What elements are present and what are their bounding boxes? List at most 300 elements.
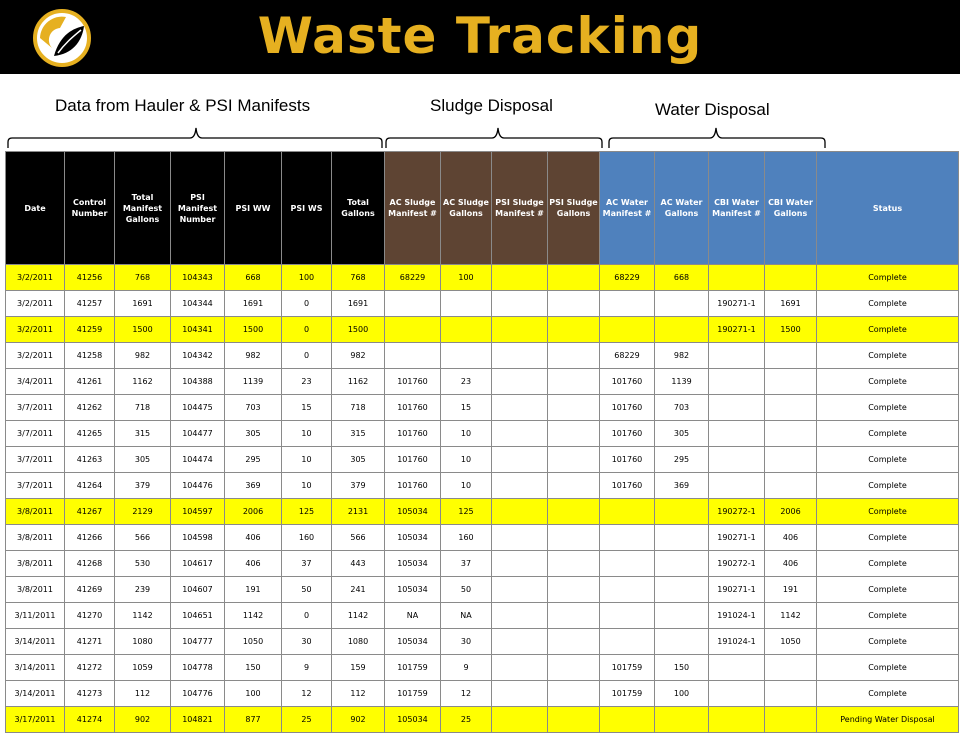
table-cell: 104651 bbox=[171, 603, 225, 629]
table-cell: 10 bbox=[282, 447, 332, 473]
table-cell: 50 bbox=[282, 577, 332, 603]
table-cell: 1500 bbox=[332, 317, 385, 343]
table-cell: 295 bbox=[655, 447, 709, 473]
table-cell: 718 bbox=[115, 395, 171, 421]
table-row bbox=[6, 655, 959, 681]
table-cell: 12 bbox=[441, 681, 492, 707]
table-cell: 15 bbox=[441, 395, 492, 421]
table-cell bbox=[548, 499, 600, 525]
table-cell: 877 bbox=[225, 707, 282, 733]
table-cell: 566 bbox=[332, 525, 385, 551]
table-cell: 768 bbox=[332, 265, 385, 291]
table-cell: 41271 bbox=[65, 629, 115, 655]
water-bracket bbox=[609, 128, 825, 148]
table-cell: 3/7/2011 bbox=[6, 421, 65, 447]
table-cell: 3/4/2011 bbox=[6, 369, 65, 395]
column-header: CBI Water Manifest # bbox=[709, 152, 765, 265]
table-cell: 668 bbox=[655, 265, 709, 291]
sludge-bracket bbox=[386, 128, 602, 148]
table-cell: 902 bbox=[115, 707, 171, 733]
table-cell bbox=[765, 655, 817, 681]
table-cell: 125 bbox=[441, 499, 492, 525]
table-cell: Complete bbox=[817, 525, 959, 551]
table-cell bbox=[655, 291, 709, 317]
table-row bbox=[6, 603, 959, 629]
table-cell: 104778 bbox=[171, 655, 225, 681]
table-cell: 530 bbox=[115, 551, 171, 577]
table-cell bbox=[709, 395, 765, 421]
table-cell: 41273 bbox=[65, 681, 115, 707]
table-cell: Complete bbox=[817, 265, 959, 291]
table-cell bbox=[385, 343, 441, 369]
table-cell: 101760 bbox=[600, 447, 655, 473]
table-cell bbox=[709, 421, 765, 447]
table-cell: 41262 bbox=[65, 395, 115, 421]
table-cell: 100 bbox=[441, 265, 492, 291]
table-cell: 101760 bbox=[385, 369, 441, 395]
table-cell: 3/14/2011 bbox=[6, 629, 65, 655]
column-header: AC Sludge Gallons bbox=[441, 152, 492, 265]
column-header: Total Manifest Gallons bbox=[115, 152, 171, 265]
table-cell: Complete bbox=[817, 499, 959, 525]
table-cell bbox=[600, 291, 655, 317]
table-cell: 1080 bbox=[115, 629, 171, 655]
table-cell: 41272 bbox=[65, 655, 115, 681]
table-cell bbox=[548, 395, 600, 421]
table-cell: Complete bbox=[817, 681, 959, 707]
column-header: PSI WS bbox=[282, 152, 332, 265]
table-cell: 3/7/2011 bbox=[6, 473, 65, 499]
table-cell bbox=[765, 369, 817, 395]
table-cell: 41265 bbox=[65, 421, 115, 447]
table-cell: 190271-1 bbox=[709, 291, 765, 317]
column-header: PSI WW bbox=[225, 152, 282, 265]
table-cell: 25 bbox=[282, 707, 332, 733]
table-cell bbox=[655, 551, 709, 577]
table-row bbox=[6, 291, 959, 317]
table-cell: 150 bbox=[225, 655, 282, 681]
table-cell bbox=[765, 395, 817, 421]
column-header: AC Sludge Manifest # bbox=[385, 152, 441, 265]
table-cell: 1142 bbox=[765, 603, 817, 629]
table-cell: 160 bbox=[441, 525, 492, 551]
table-cell: 104342 bbox=[171, 343, 225, 369]
table-cell: 68229 bbox=[600, 343, 655, 369]
column-header: Status bbox=[817, 152, 959, 265]
table-cell: 982 bbox=[332, 343, 385, 369]
table-cell bbox=[765, 265, 817, 291]
table-cell: 3/8/2011 bbox=[6, 551, 65, 577]
table-cell bbox=[709, 473, 765, 499]
table-cell bbox=[492, 395, 548, 421]
table-cell: 1080 bbox=[332, 629, 385, 655]
table-cell: Complete bbox=[817, 447, 959, 473]
table-cell: 23 bbox=[282, 369, 332, 395]
table-cell bbox=[600, 603, 655, 629]
table-cell: 41264 bbox=[65, 473, 115, 499]
table-cell: 191024-1 bbox=[709, 603, 765, 629]
table-cell: 10 bbox=[282, 421, 332, 447]
table-cell: 315 bbox=[332, 421, 385, 447]
table-cell: 1059 bbox=[115, 655, 171, 681]
table-cell bbox=[492, 551, 548, 577]
table-cell bbox=[492, 291, 548, 317]
table-cell bbox=[548, 343, 600, 369]
table-cell bbox=[765, 343, 817, 369]
table-cell: 105034 bbox=[385, 577, 441, 603]
table-cell: 104344 bbox=[171, 291, 225, 317]
table-cell: 23 bbox=[441, 369, 492, 395]
table-row bbox=[6, 447, 959, 473]
table-cell: 406 bbox=[765, 551, 817, 577]
table-row bbox=[6, 499, 959, 525]
table-cell: 191 bbox=[765, 577, 817, 603]
table-cell: 3/14/2011 bbox=[6, 655, 65, 681]
table-cell: 101760 bbox=[600, 369, 655, 395]
table-cell: 100 bbox=[225, 681, 282, 707]
hauler-bracket bbox=[8, 128, 382, 148]
table-cell: 1500 bbox=[115, 317, 171, 343]
table-cell: 104475 bbox=[171, 395, 225, 421]
column-header: PSI Sludge Manifest # bbox=[492, 152, 548, 265]
table-row bbox=[6, 551, 959, 577]
table-cell bbox=[655, 317, 709, 343]
table-cell: 12 bbox=[282, 681, 332, 707]
table-cell: 100 bbox=[282, 265, 332, 291]
table-cell bbox=[548, 629, 600, 655]
table-cell: 768 bbox=[115, 265, 171, 291]
table-cell: 101760 bbox=[600, 421, 655, 447]
table-cell: 25 bbox=[441, 707, 492, 733]
table-cell bbox=[709, 343, 765, 369]
table-cell bbox=[492, 447, 548, 473]
table-cell bbox=[548, 577, 600, 603]
table-cell: 100 bbox=[655, 681, 709, 707]
table-cell: 305 bbox=[332, 447, 385, 473]
table-cell bbox=[655, 525, 709, 551]
table-cell bbox=[548, 655, 600, 681]
table-cell bbox=[492, 265, 548, 291]
table-cell bbox=[548, 473, 600, 499]
table-cell: 101759 bbox=[600, 681, 655, 707]
table-cell: 101760 bbox=[600, 395, 655, 421]
table-cell: 3/17/2011 bbox=[6, 707, 65, 733]
column-header: Control Number bbox=[65, 152, 115, 265]
table-cell: 1050 bbox=[225, 629, 282, 655]
table-row bbox=[6, 681, 959, 707]
table-cell bbox=[600, 317, 655, 343]
table-cell: 295 bbox=[225, 447, 282, 473]
table-cell: 105034 bbox=[385, 499, 441, 525]
header-bar bbox=[0, 0, 960, 74]
table-cell bbox=[709, 681, 765, 707]
table-cell: 3/2/2011 bbox=[6, 343, 65, 369]
table-cell: 1142 bbox=[115, 603, 171, 629]
table-cell: 1142 bbox=[225, 603, 282, 629]
table-cell: 105034 bbox=[385, 525, 441, 551]
table-cell: 190272-1 bbox=[709, 499, 765, 525]
table-cell: 3/8/2011 bbox=[6, 525, 65, 551]
table-cell bbox=[548, 525, 600, 551]
table-cell: 0 bbox=[282, 603, 332, 629]
table-row bbox=[6, 473, 959, 499]
table-row bbox=[6, 369, 959, 395]
table-cell: 101759 bbox=[385, 655, 441, 681]
table-cell: 10 bbox=[282, 473, 332, 499]
table-cell: 104777 bbox=[171, 629, 225, 655]
table-cell: 982 bbox=[655, 343, 709, 369]
table-cell: 150 bbox=[655, 655, 709, 681]
table-row bbox=[6, 525, 959, 551]
table-cell: 1500 bbox=[765, 317, 817, 343]
table-cell bbox=[765, 681, 817, 707]
table-cell: 41256 bbox=[65, 265, 115, 291]
table-cell bbox=[492, 421, 548, 447]
table-cell bbox=[709, 655, 765, 681]
table-cell: 112 bbox=[115, 681, 171, 707]
table-cell: 1691 bbox=[765, 291, 817, 317]
table-cell bbox=[492, 369, 548, 395]
table-cell: 369 bbox=[225, 473, 282, 499]
table-cell: 1691 bbox=[115, 291, 171, 317]
table-cell bbox=[548, 603, 600, 629]
table-cell: 703 bbox=[225, 395, 282, 421]
table-cell: 566 bbox=[115, 525, 171, 551]
table-cell: 41257 bbox=[65, 291, 115, 317]
table-cell: 10 bbox=[441, 447, 492, 473]
table-cell bbox=[441, 317, 492, 343]
table-cell: 3/2/2011 bbox=[6, 265, 65, 291]
table-cell: 37 bbox=[441, 551, 492, 577]
table-cell: 15 bbox=[282, 395, 332, 421]
table-cell bbox=[492, 525, 548, 551]
table-cell: 2129 bbox=[115, 499, 171, 525]
table-cell: 105034 bbox=[385, 551, 441, 577]
table-cell: 1691 bbox=[332, 291, 385, 317]
table-cell bbox=[600, 629, 655, 655]
table-cell: 1162 bbox=[332, 369, 385, 395]
table-cell: 305 bbox=[655, 421, 709, 447]
table-cell: 50 bbox=[441, 577, 492, 603]
table-cell: 41261 bbox=[65, 369, 115, 395]
table-cell: 101760 bbox=[385, 473, 441, 499]
table-cell bbox=[492, 603, 548, 629]
table-cell: 9 bbox=[282, 655, 332, 681]
table-cell bbox=[548, 369, 600, 395]
section-label-sludge: Sludge Disposal bbox=[430, 96, 553, 115]
table-cell: Complete bbox=[817, 577, 959, 603]
table-cell: 0 bbox=[282, 291, 332, 317]
table-cell: 104343 bbox=[171, 265, 225, 291]
table-cell: 3/7/2011 bbox=[6, 395, 65, 421]
table-cell: 159 bbox=[332, 655, 385, 681]
table-row bbox=[6, 421, 959, 447]
table-cell: 3/8/2011 bbox=[6, 577, 65, 603]
table-cell: 41263 bbox=[65, 447, 115, 473]
table-cell: 10 bbox=[441, 421, 492, 447]
table-cell: 3/11/2011 bbox=[6, 603, 65, 629]
table-cell: 104776 bbox=[171, 681, 225, 707]
table-cell bbox=[492, 577, 548, 603]
table-cell: 104474 bbox=[171, 447, 225, 473]
table-cell: 104597 bbox=[171, 499, 225, 525]
table-cell: 101760 bbox=[385, 395, 441, 421]
table-cell: 1162 bbox=[115, 369, 171, 395]
table-cell: 101759 bbox=[600, 655, 655, 681]
table-cell: 190271-1 bbox=[709, 525, 765, 551]
page-title: Waste Tracking bbox=[257, 7, 703, 65]
table-cell: 3/7/2011 bbox=[6, 447, 65, 473]
table-cell bbox=[600, 525, 655, 551]
table-cell bbox=[548, 265, 600, 291]
table-cell: 104617 bbox=[171, 551, 225, 577]
table-cell: 406 bbox=[225, 551, 282, 577]
table-body bbox=[6, 265, 959, 733]
table-cell: 1142 bbox=[332, 603, 385, 629]
table-cell bbox=[600, 577, 655, 603]
table-cell bbox=[600, 499, 655, 525]
table-cell: 104477 bbox=[171, 421, 225, 447]
table-cell: 104598 bbox=[171, 525, 225, 551]
table-cell: 190271-1 bbox=[709, 577, 765, 603]
table-cell: Complete bbox=[817, 655, 959, 681]
column-header: PSI Manifest Number bbox=[171, 152, 225, 265]
table-cell: 101760 bbox=[600, 473, 655, 499]
column-header: PSI Sludge Gallons bbox=[548, 152, 600, 265]
table-cell bbox=[548, 447, 600, 473]
table-cell: 104607 bbox=[171, 577, 225, 603]
table-cell: 0 bbox=[282, 317, 332, 343]
table-cell bbox=[492, 343, 548, 369]
table-cell: 9 bbox=[441, 655, 492, 681]
column-header: AC Water Gallons bbox=[655, 152, 709, 265]
waste-tracking-table bbox=[5, 151, 959, 733]
table-cell: 41270 bbox=[65, 603, 115, 629]
table-cell: 2006 bbox=[225, 499, 282, 525]
table-cell: 41269 bbox=[65, 577, 115, 603]
table-cell: 305 bbox=[225, 421, 282, 447]
table-cell: 3/14/2011 bbox=[6, 681, 65, 707]
table-cell: 379 bbox=[332, 473, 385, 499]
column-header: Date bbox=[6, 152, 65, 265]
table-cell: 68229 bbox=[385, 265, 441, 291]
table-cell: Complete bbox=[817, 317, 959, 343]
table-cell: 68229 bbox=[600, 265, 655, 291]
table-cell bbox=[548, 317, 600, 343]
table-cell: 30 bbox=[282, 629, 332, 655]
table-cell bbox=[548, 551, 600, 577]
table-cell: 41267 bbox=[65, 499, 115, 525]
table-cell: 315 bbox=[115, 421, 171, 447]
table-cell: Complete bbox=[817, 473, 959, 499]
table-cell bbox=[492, 317, 548, 343]
table-cell: 305 bbox=[115, 447, 171, 473]
table-cell: 41259 bbox=[65, 317, 115, 343]
table-cell bbox=[548, 291, 600, 317]
table-cell: 104341 bbox=[171, 317, 225, 343]
table-cell bbox=[385, 291, 441, 317]
column-header: Total Gallons bbox=[332, 152, 385, 265]
section-label-water: Water Disposal bbox=[655, 100, 770, 119]
table-cell: 101760 bbox=[385, 421, 441, 447]
table-cell bbox=[709, 447, 765, 473]
table-cell: Complete bbox=[817, 291, 959, 317]
table-cell bbox=[548, 421, 600, 447]
column-header: AC Water Manifest # bbox=[600, 152, 655, 265]
table-row bbox=[6, 577, 959, 603]
table-cell: 37 bbox=[282, 551, 332, 577]
table-cell: 191024-1 bbox=[709, 629, 765, 655]
company-logo-icon bbox=[30, 8, 94, 68]
table-cell: NA bbox=[441, 603, 492, 629]
table-cell: 104388 bbox=[171, 369, 225, 395]
table-header-row bbox=[6, 152, 959, 265]
table-cell: 406 bbox=[225, 525, 282, 551]
table-cell bbox=[492, 655, 548, 681]
table-cell: 369 bbox=[655, 473, 709, 499]
table-cell bbox=[548, 681, 600, 707]
table-cell: 703 bbox=[655, 395, 709, 421]
table-cell: 125 bbox=[282, 499, 332, 525]
table-cell: 105034 bbox=[385, 707, 441, 733]
table-cell: 190271-1 bbox=[709, 317, 765, 343]
table-cell bbox=[492, 629, 548, 655]
table-cell: Pending Water Disposal bbox=[817, 707, 959, 733]
table-row bbox=[6, 629, 959, 655]
table-cell: Complete bbox=[817, 395, 959, 421]
table-cell: 101760 bbox=[385, 447, 441, 473]
table-cell: 190272-1 bbox=[709, 551, 765, 577]
table-cell bbox=[765, 421, 817, 447]
table-cell bbox=[709, 369, 765, 395]
table-cell: 101759 bbox=[385, 681, 441, 707]
table-cell: 0 bbox=[282, 343, 332, 369]
table-cell: 2006 bbox=[765, 499, 817, 525]
table-row bbox=[6, 395, 959, 421]
table-cell bbox=[765, 447, 817, 473]
table-cell: Complete bbox=[817, 551, 959, 577]
table-cell: 1691 bbox=[225, 291, 282, 317]
table-cell: Complete bbox=[817, 421, 959, 447]
table-cell: 406 bbox=[765, 525, 817, 551]
table-cell: 902 bbox=[332, 707, 385, 733]
table-cell: Complete bbox=[817, 629, 959, 655]
table-cell: 30 bbox=[441, 629, 492, 655]
table-cell: 41274 bbox=[65, 707, 115, 733]
table-cell: NA bbox=[385, 603, 441, 629]
table-cell: 982 bbox=[225, 343, 282, 369]
table-cell bbox=[655, 629, 709, 655]
table-cell: 379 bbox=[115, 473, 171, 499]
table-cell bbox=[655, 603, 709, 629]
table-cell bbox=[441, 291, 492, 317]
table-cell: 1139 bbox=[655, 369, 709, 395]
table-cell: 668 bbox=[225, 265, 282, 291]
table-cell: 982 bbox=[115, 343, 171, 369]
table-cell: 104821 bbox=[171, 707, 225, 733]
table-cell: 1050 bbox=[765, 629, 817, 655]
table-cell bbox=[385, 317, 441, 343]
table-cell: Complete bbox=[817, 603, 959, 629]
column-header: CBI Water Gallons bbox=[765, 152, 817, 265]
table-cell: 112 bbox=[332, 681, 385, 707]
table-cell bbox=[655, 499, 709, 525]
table-cell: 105034 bbox=[385, 629, 441, 655]
table-row bbox=[6, 317, 959, 343]
table-cell: 10 bbox=[441, 473, 492, 499]
table-cell: 1139 bbox=[225, 369, 282, 395]
table-cell bbox=[600, 551, 655, 577]
